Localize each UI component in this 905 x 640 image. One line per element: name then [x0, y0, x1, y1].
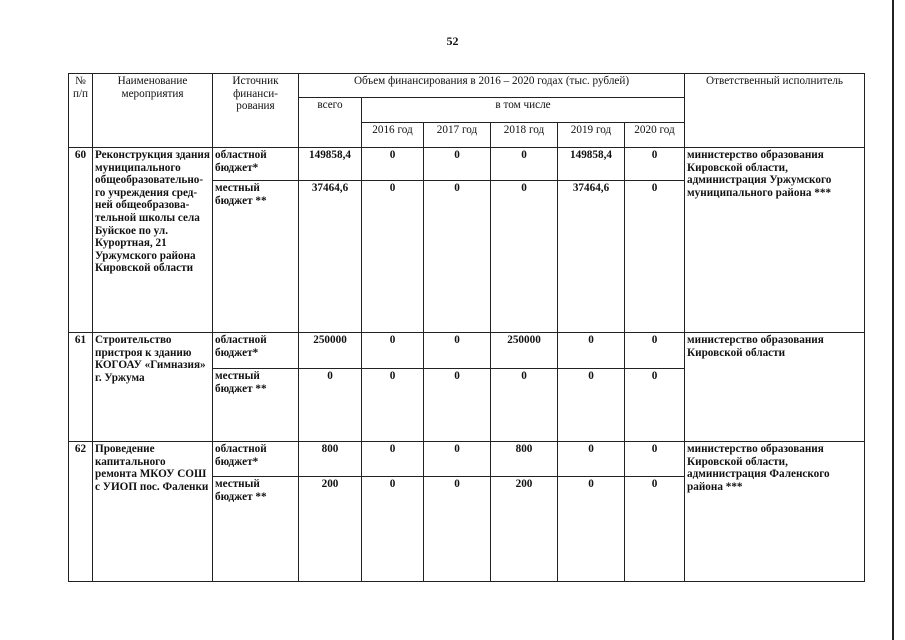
responsible-executor: министерство образования Кировской области: [685, 333, 865, 442]
measure-name: Строительство пристроя к зданию КОГОАУ «Гимназия» г. Уржума: [93, 333, 213, 442]
header-year-2018: 2018 год: [491, 123, 558, 148]
row-number: 62: [69, 442, 93, 582]
header-volume: Объем финансирования в 2016 – 2020 годах (тыс. рублей): [299, 74, 685, 98]
header-including: в том числе: [362, 98, 685, 123]
total-value: 250000: [299, 333, 362, 369]
measure-name: Реконструкция здания муниципального общеобразовательно-го учреждения сред-ней общеобразова-тельной школы села Буйское по ул. Курортная, 21 Уржумского района Кировской области: [93, 148, 213, 333]
header-responsible: Ответственный исполнитель: [685, 74, 865, 148]
funding-source: областной бюджет*: [213, 148, 299, 181]
header-name: Наименование мероприятия: [93, 74, 213, 148]
year-2018-value: 0: [491, 181, 558, 333]
table-row: [69, 442, 865, 477]
year-2017-value: 0: [424, 333, 491, 369]
year-2020-value: 0: [625, 369, 685, 442]
year-2020-value: 0: [625, 477, 685, 582]
responsible-executor: министерство образования Кировской области, администрация Фаленского района ***: [685, 442, 865, 582]
year-2016-value: 0: [362, 333, 424, 369]
measure-name: Проведение капитального ремонта МКОУ СОШ с УИОП пос. Фаленки: [93, 442, 213, 582]
total-value: 149858,4: [299, 148, 362, 181]
total-value: 37464,6: [299, 181, 362, 333]
year-2018-value: 800: [491, 442, 558, 477]
year-2019-value: 0: [558, 333, 625, 369]
year-2020-value: 0: [625, 442, 685, 477]
year-2016-value: 0: [362, 148, 424, 181]
header-year-2017: 2017 год: [424, 123, 491, 148]
year-2016-value: 0: [362, 442, 424, 477]
page-edge-line: [892, 0, 894, 640]
funding-source: местный бюджет **: [213, 181, 299, 333]
year-2019-value: 37464,6: [558, 181, 625, 333]
header-source: Источник финанси-рования: [213, 74, 299, 148]
total-value: 800: [299, 442, 362, 477]
total-value: 0: [299, 369, 362, 442]
row-number: 61: [69, 333, 93, 442]
funding-source: областной бюджет*: [213, 333, 299, 369]
table-row: [69, 333, 865, 369]
year-2020-value: 0: [625, 181, 685, 333]
funding-table: [68, 73, 865, 582]
header-year-2020: 2020 год: [625, 123, 685, 148]
year-2016-value: 0: [362, 369, 424, 442]
header-total: всего: [299, 98, 362, 148]
year-2018-value: 250000: [491, 333, 558, 369]
year-2017-value: 0: [424, 442, 491, 477]
responsible-executor: министерство образования Кировской области, администрация Уржумского муниципального района ***: [685, 148, 865, 333]
header-year-2016: 2016 год: [362, 123, 424, 148]
year-2017-value: 0: [424, 181, 491, 333]
year-2016-value: 0: [362, 181, 424, 333]
year-2018-value: 0: [491, 148, 558, 181]
year-2018-value: 0: [491, 369, 558, 442]
year-2020-value: 0: [625, 148, 685, 181]
funding-source: областной бюджет*: [213, 442, 299, 477]
year-2018-value: 200: [491, 477, 558, 582]
year-2019-value: 0: [558, 477, 625, 582]
table-row: [69, 148, 865, 181]
funding-source: местный бюджет **: [213, 369, 299, 442]
year-2019-value: 0: [558, 369, 625, 442]
header-num: № п/п: [69, 74, 93, 148]
year-2020-value: 0: [625, 333, 685, 369]
header-year-2019: 2019 год: [558, 123, 625, 148]
year-2017-value: 0: [424, 477, 491, 582]
page-number: 52: [446, 34, 459, 48]
year-2017-value: 0: [424, 369, 491, 442]
year-2016-value: 0: [362, 477, 424, 582]
row-number: 60: [69, 148, 93, 333]
year-2019-value: 0: [558, 442, 625, 477]
year-2017-value: 0: [424, 148, 491, 181]
funding-source: местный бюджет **: [213, 477, 299, 582]
total-value: 200: [299, 477, 362, 582]
year-2019-value: 149858,4: [558, 148, 625, 181]
